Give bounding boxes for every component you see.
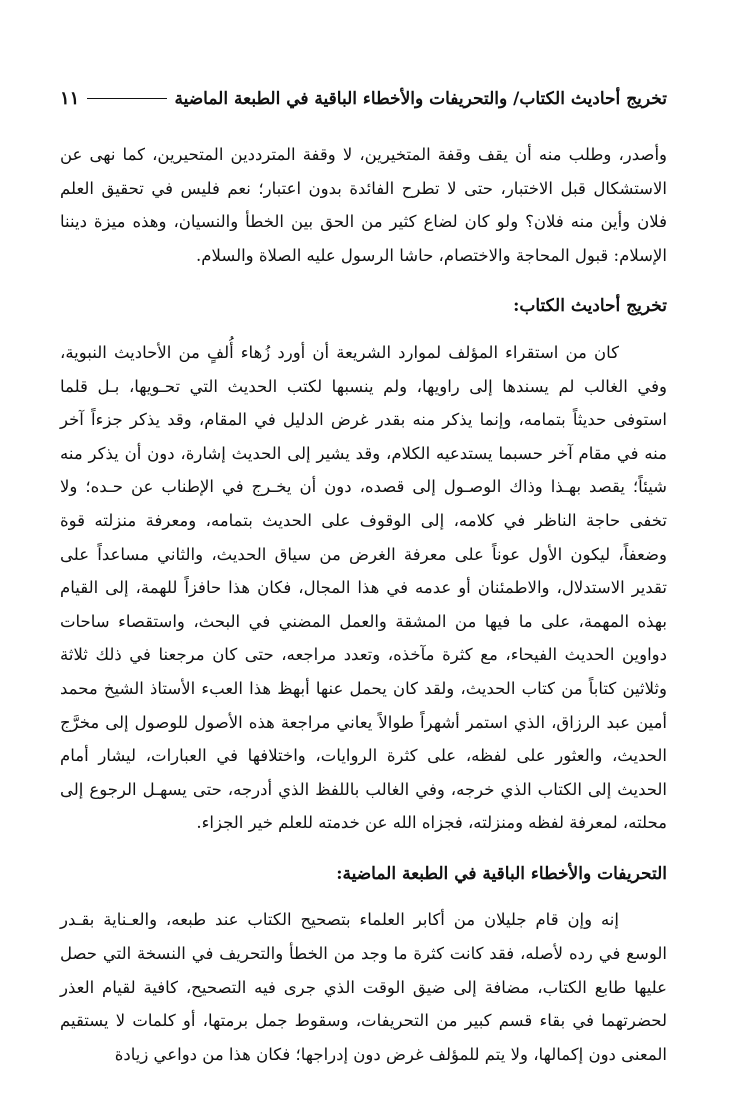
spacer (60, 840, 667, 858)
paragraph-hadith-takhrij: كان من استقراء المؤلف لموارد الشريعة أن أورد زُهاء أُلفٍ من الأحاديث النبوية، وفي الغالب لم يسندها إلى راويها، ولم ينسبها لكتب الحديث التي تحـويها، بـل قلما استوفى حديثاً بتمامه، وإنما يذكر منه بقدر غرض الدليل في المقام، وقد يذكر جزءاً آخر منه في مقام آخر حسبما يستدعيه الكلام، وقد يشير إلى الحديث إشارة، دون أن يذكر منه شيئاً؛ يقصد بهـذا وذاك الوصـول إلى قصده، دون أن يخـرج في الإطناب عن حـده؛ ولا تخفى حاجة الناظر في كلامه، إلى الوقوف على الحديث بتمامه، ومعرفة منزلته قوة وضعفاً، ليكون الأول عوناً على معرفة الغرض من سياق الحديث، والثاني مساعداً على تقدير الاستدلال، والاطمئنان أو عدمه في هذا المجال، فكان هذا حافزاً للهمة، إلى القيام بهذه المهمة، على ما فيها من المشقة والعمل المضني في البحث، واستقصاء ساحات دواوين الحديث الفيحاء، مع كثرة مآخذه، وتعدد مراجعه، حتى كان مرجعنا في ذلك ثلاثة وثلاثين كتاباً من كتاب الحديث، ولقد كان يحمل عنها أبهظ هذا العبء الأستاذ الشيخ محمد أمين عبد الرزاق، الذي استمر أشهراً طوالاً يعاني مراجعة هذه الأصول للوصول إلى مخرَّج الحديث، والعثور على لفظه، على كثرة الروايات، واختلافها في العبارات، ليشار أمام الحديث إلى الكتاب الذي خرجه، وفي الغالب باللفظ الذي أدرجه، حتى يسهـل الرجوع إلى محلته، لمعرفة لفظه ومنزلته، فجزاه الله عن خدمته للعلم خير الجزاء. (60, 342, 667, 833)
spacer (60, 891, 667, 903)
running-head-rule (87, 98, 166, 99)
spacer (60, 272, 667, 290)
section-heading-remaining-errors: التحريفات والأخطاء الباقية في الطبعة الماضية: (336, 863, 667, 884)
body-text (60, 138, 667, 1071)
book-page (60, 0, 667, 1104)
running-head (60, 88, 667, 120)
running-head-title: تخريج أحاديث الكتاب/ والتحريفات والأخطاء الباقية في الطبعة الماضية (174, 89, 667, 109)
spacer (60, 324, 667, 336)
page-number: ١١ (60, 88, 80, 109)
section-heading-hadith-takhrij: تخريج أحاديث الكتاب: (513, 296, 667, 317)
paragraph-continuation: وأصدر، وطلب منه أن يقف وقفة المتخيرين، لا وقفة المترددين المتحيرين، كما نهى عن الاستشكال قبل الاختبار، حتى لا تطرح الفائدة بدون اعتبار؛ نعم فليس في تحقيق العلم فلان وأين منه فلان؟ ولو كان لضاع كثير من الحق بين الخطأ والنسيان، وهذه ميزة ديننا الإسلام: قبول المحاجة والاختصام، حاشا الرسول عليه الصلاة والسلام. (60, 145, 667, 265)
paragraph-remaining-errors: إنه وإن قام جليلان من أكابر العلماء بتصحيح الكتاب عند طبعه، والعـناية بقـدر الوسع في رده لأصله، فقد كانت كثرة ما وجد من الخطأ والتحريف في النسخة التي حصل عليها طابع الكتاب، مضافة إلى ضيق الوقت الذي جرى فيه التصحيح، كافية لقيام العذر لحضرتهما في بقاء قسم كبير من التحريفات، وسقوط جمل برمتها، أو كلمات لا يستقيم المعنى دون إكمالها، ولا يتم للمؤلف غرض دون إدراجها؛ فكان هذا من دواعي زيادة (60, 910, 667, 1064)
